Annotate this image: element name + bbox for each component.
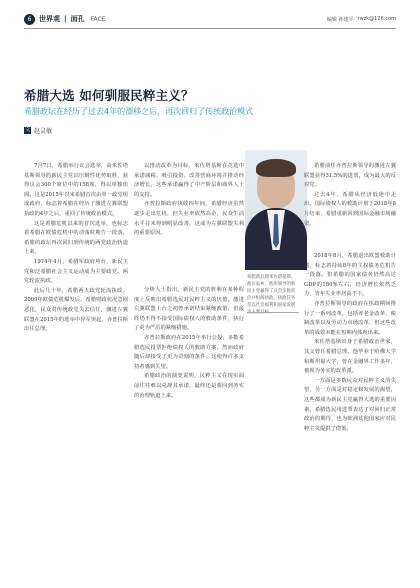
- paragraph: 此后几十年，希腊两大政党轮流执政。2009年欧债危机爆发后，希腊财政状况急剧恶化，民众对传统政党失去信任，激进左翼联盟在2015年的选举中异军突起，齐普拉斯出任总理。: [24, 287, 128, 333]
- paragraph: 齐普拉斯领导的政府在执政期间推行了一系列改革，包括养老金改革、税制改革以及劳动力市场改革，但这些改革的成效未能在短期内体现出来。: [304, 300, 396, 336]
- editor-info: [327, 16, 396, 23]
- byline-prefix: 文: [24, 127, 30, 133]
- column-3: [304, 162, 396, 229]
- column-2: [134, 162, 244, 239]
- section-name: 世界观: [39, 15, 60, 23]
- paragraph: 希腊政治的演变说明，民粹主义在现实面前往往难以兑现其承诺，最终还是要回到务实的治理轨道上来。: [134, 373, 244, 399]
- paragraph: 分析人士指出，新民主党的胜利在某种程度上反映出希腊选民对民粹主义的厌倦。激进左翼联盟上台之初曾承诺结束紧缩政策，但最终仍不得不接受国际债权人的救助条件，执行了更为严厉的紧缩措施。: [134, 287, 244, 332]
- author: 赵灵敏: [34, 128, 53, 135]
- column-2-lower: [134, 286, 244, 401]
- caption-rule: [247, 312, 299, 313]
- editor-email: rwzk@126.com: [357, 15, 396, 22]
- paragraph: 7月7日，希腊举行议会选举，由米佐塔基斯领导的新民主党以压倒性优势取胜，获得议会300个席位中的158席，得以单独组阁。这是2015年以来希腊首次由单一政党组成政府，标志着希腊在经历了激进左翼联盟执政的4年之后，重回了传统政治模式。: [24, 163, 128, 217]
- editor: 编辑 孙建平: [326, 16, 354, 23]
- paragraph: 米佐塔基斯出身于希腊政治世家，其父曾任希腊总理。他毕业于哈佛大学和斯坦福大学，曾在金融界工作多年，被视为务实的改革派。: [304, 339, 396, 375]
- article-subtitle: 希腊政坛在经历了过去4年的漂移之后，再次回归了传统政治模式: [24, 107, 254, 116]
- paragraph: 希腊前任齐普拉斯领导的激进左翼联盟获得31.5%的选票，成为最大的反对党。: [304, 163, 396, 189]
- article-title: 希腊大选 如何驯服民粹主义？: [24, 88, 194, 103]
- paragraph: 1974年4月，希腊军政府垮台，新民主党和泛希腊社会主义运动成为主要政党，两党轮流执政。: [24, 258, 128, 285]
- paragraph: 过去4年，希腊从经济低迷中走出，国际债权人的救助计划于2018年8月结束，希腊重新回到国际金融市场融资。: [304, 191, 396, 227]
- paragraph: 2018年8月，希腊退出欧盟救助计划，标志着持续8年的主权债务危机告一段落。但希腊的国家债务仍然高达GDP的180%左右，经济增长依然乏力，青年失业率居高不下。: [304, 253, 396, 298]
- page-header: [24, 12, 396, 26]
- paragraph: 齐普拉斯政府在2015年举行公投，多数希腊选民投票拒绝债权人的救助方案，然而政府随后却接受了更为苛刻的条件，这使得许多支持者感到失望。: [134, 334, 244, 370]
- byline: [24, 126, 52, 135]
- paragraph: 以推动改革为目标，米佐塔基斯在竞选中承诺减税、吸引投资、改善营商环境并推动经济增长，这些承诺赢得了中产阶层和商界人士的支持。: [134, 163, 244, 198]
- paragraph: 一方面是多数民众对民粹主义的失望，另一方面是对稳定和发展的渴望，这些都成为新民主党赢得大选的重要因素。希腊选民用选票表达了对回归正常政治的期待，也为欧洲其他国家应对民粹主义提供了借鉴。: [304, 377, 396, 432]
- section-en: FACE: [90, 15, 106, 23]
- header-rule: [24, 28, 396, 29]
- paragraph: 齐普拉斯政府执政四年间，希腊经济虽然逐步走出危机，但失业率依然高企，民众生活水平并未得到明显改善，这成为左翼联盟失利的重要原因。: [134, 201, 244, 237]
- photo-caption: 希腊新总理米佐塔基斯，他在家乡，他所领导的新民主党赢得了议会多数席位并组阁执政，执政任务是以社会福利和国家发展为主要目标。: [247, 275, 296, 315]
- subsection-name: 面孔: [70, 15, 85, 23]
- page-number: 6: [24, 14, 35, 25]
- column-1: [24, 162, 128, 335]
- column-3-lower: [304, 252, 396, 434]
- section-label: 6 世界观 | 面孔 FACE: [24, 14, 105, 25]
- paragraph: 这是希腊危机以来的首次选举，也标志着希腊在欧债危机中的动荡时期告一段落，希腊的政坛再次回归到传统的两党政治轨道上来。: [24, 220, 128, 256]
- portrait-photo: [245, 150, 307, 270]
